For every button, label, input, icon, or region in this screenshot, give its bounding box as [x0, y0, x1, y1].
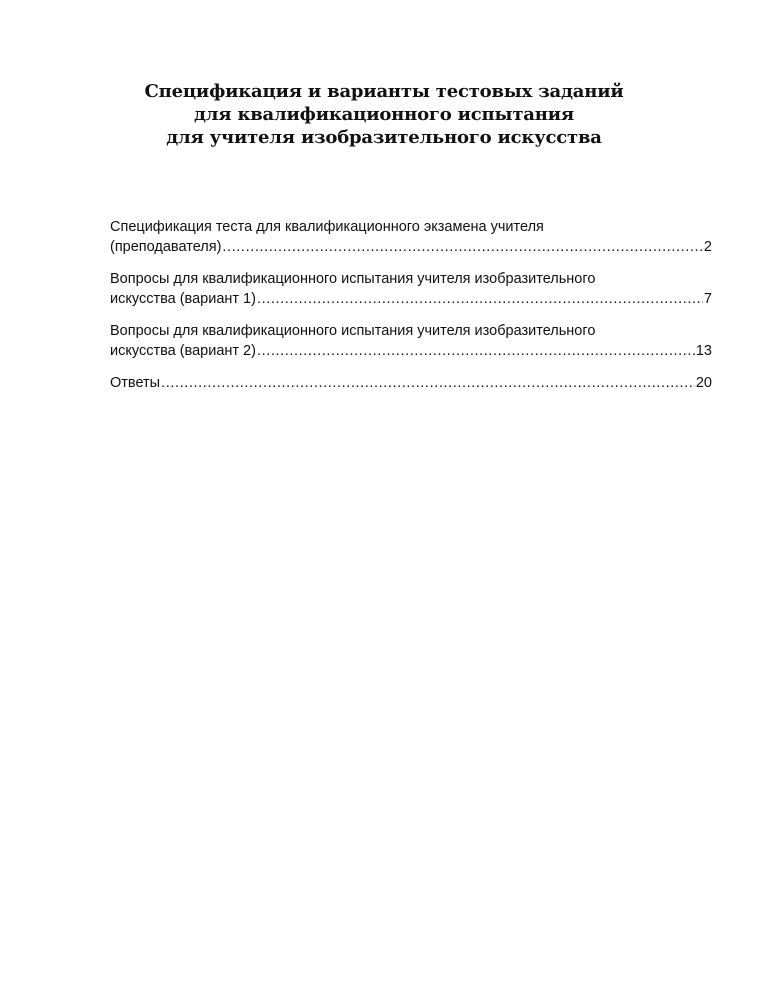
toc-entry-text: Спецификация теста для квалификационного экзамена учителя — [110, 219, 544, 235]
toc-entry-variant-2[interactable] — [110, 321, 712, 361]
toc-entry-text: Ответы — [110, 375, 161, 391]
toc-dot-leader — [161, 373, 695, 393]
toc-entry-text-continued: (преподавателя) — [110, 239, 222, 255]
document-title — [0, 80, 768, 149]
toc-page-number: 7 — [703, 291, 712, 307]
title-line-3: для учителя изобразительного искусства — [166, 127, 602, 148]
toc-entry-text: Вопросы для квалификационного испытания учителя изобразительного — [110, 271, 596, 287]
toc-entry-answers[interactable] — [110, 373, 712, 393]
toc-entry-text-continued: искусства (вариант 2) — [110, 343, 256, 359]
toc-entry-text: Вопросы для квалификационного испытания учителя изобразительного — [110, 323, 596, 339]
toc-page-number: 2 — [703, 239, 712, 255]
toc-dot-leader — [222, 237, 703, 257]
toc-dot-leader — [257, 341, 695, 361]
table-of-contents — [110, 217, 712, 405]
title-line-1: Спецификация и варианты тестовых заданий — [144, 81, 624, 102]
toc-page-number: 20 — [695, 375, 712, 391]
title-line-2: для квалификационного испытания — [194, 104, 574, 125]
toc-dot-leader — [257, 289, 703, 309]
toc-entry-variant-1[interactable] — [110, 269, 712, 309]
toc-page-number: 13 — [695, 343, 712, 359]
toc-entry-text-continued: искусства (вариант 1) — [110, 291, 256, 307]
toc-entry-specification[interactable] — [110, 217, 712, 257]
